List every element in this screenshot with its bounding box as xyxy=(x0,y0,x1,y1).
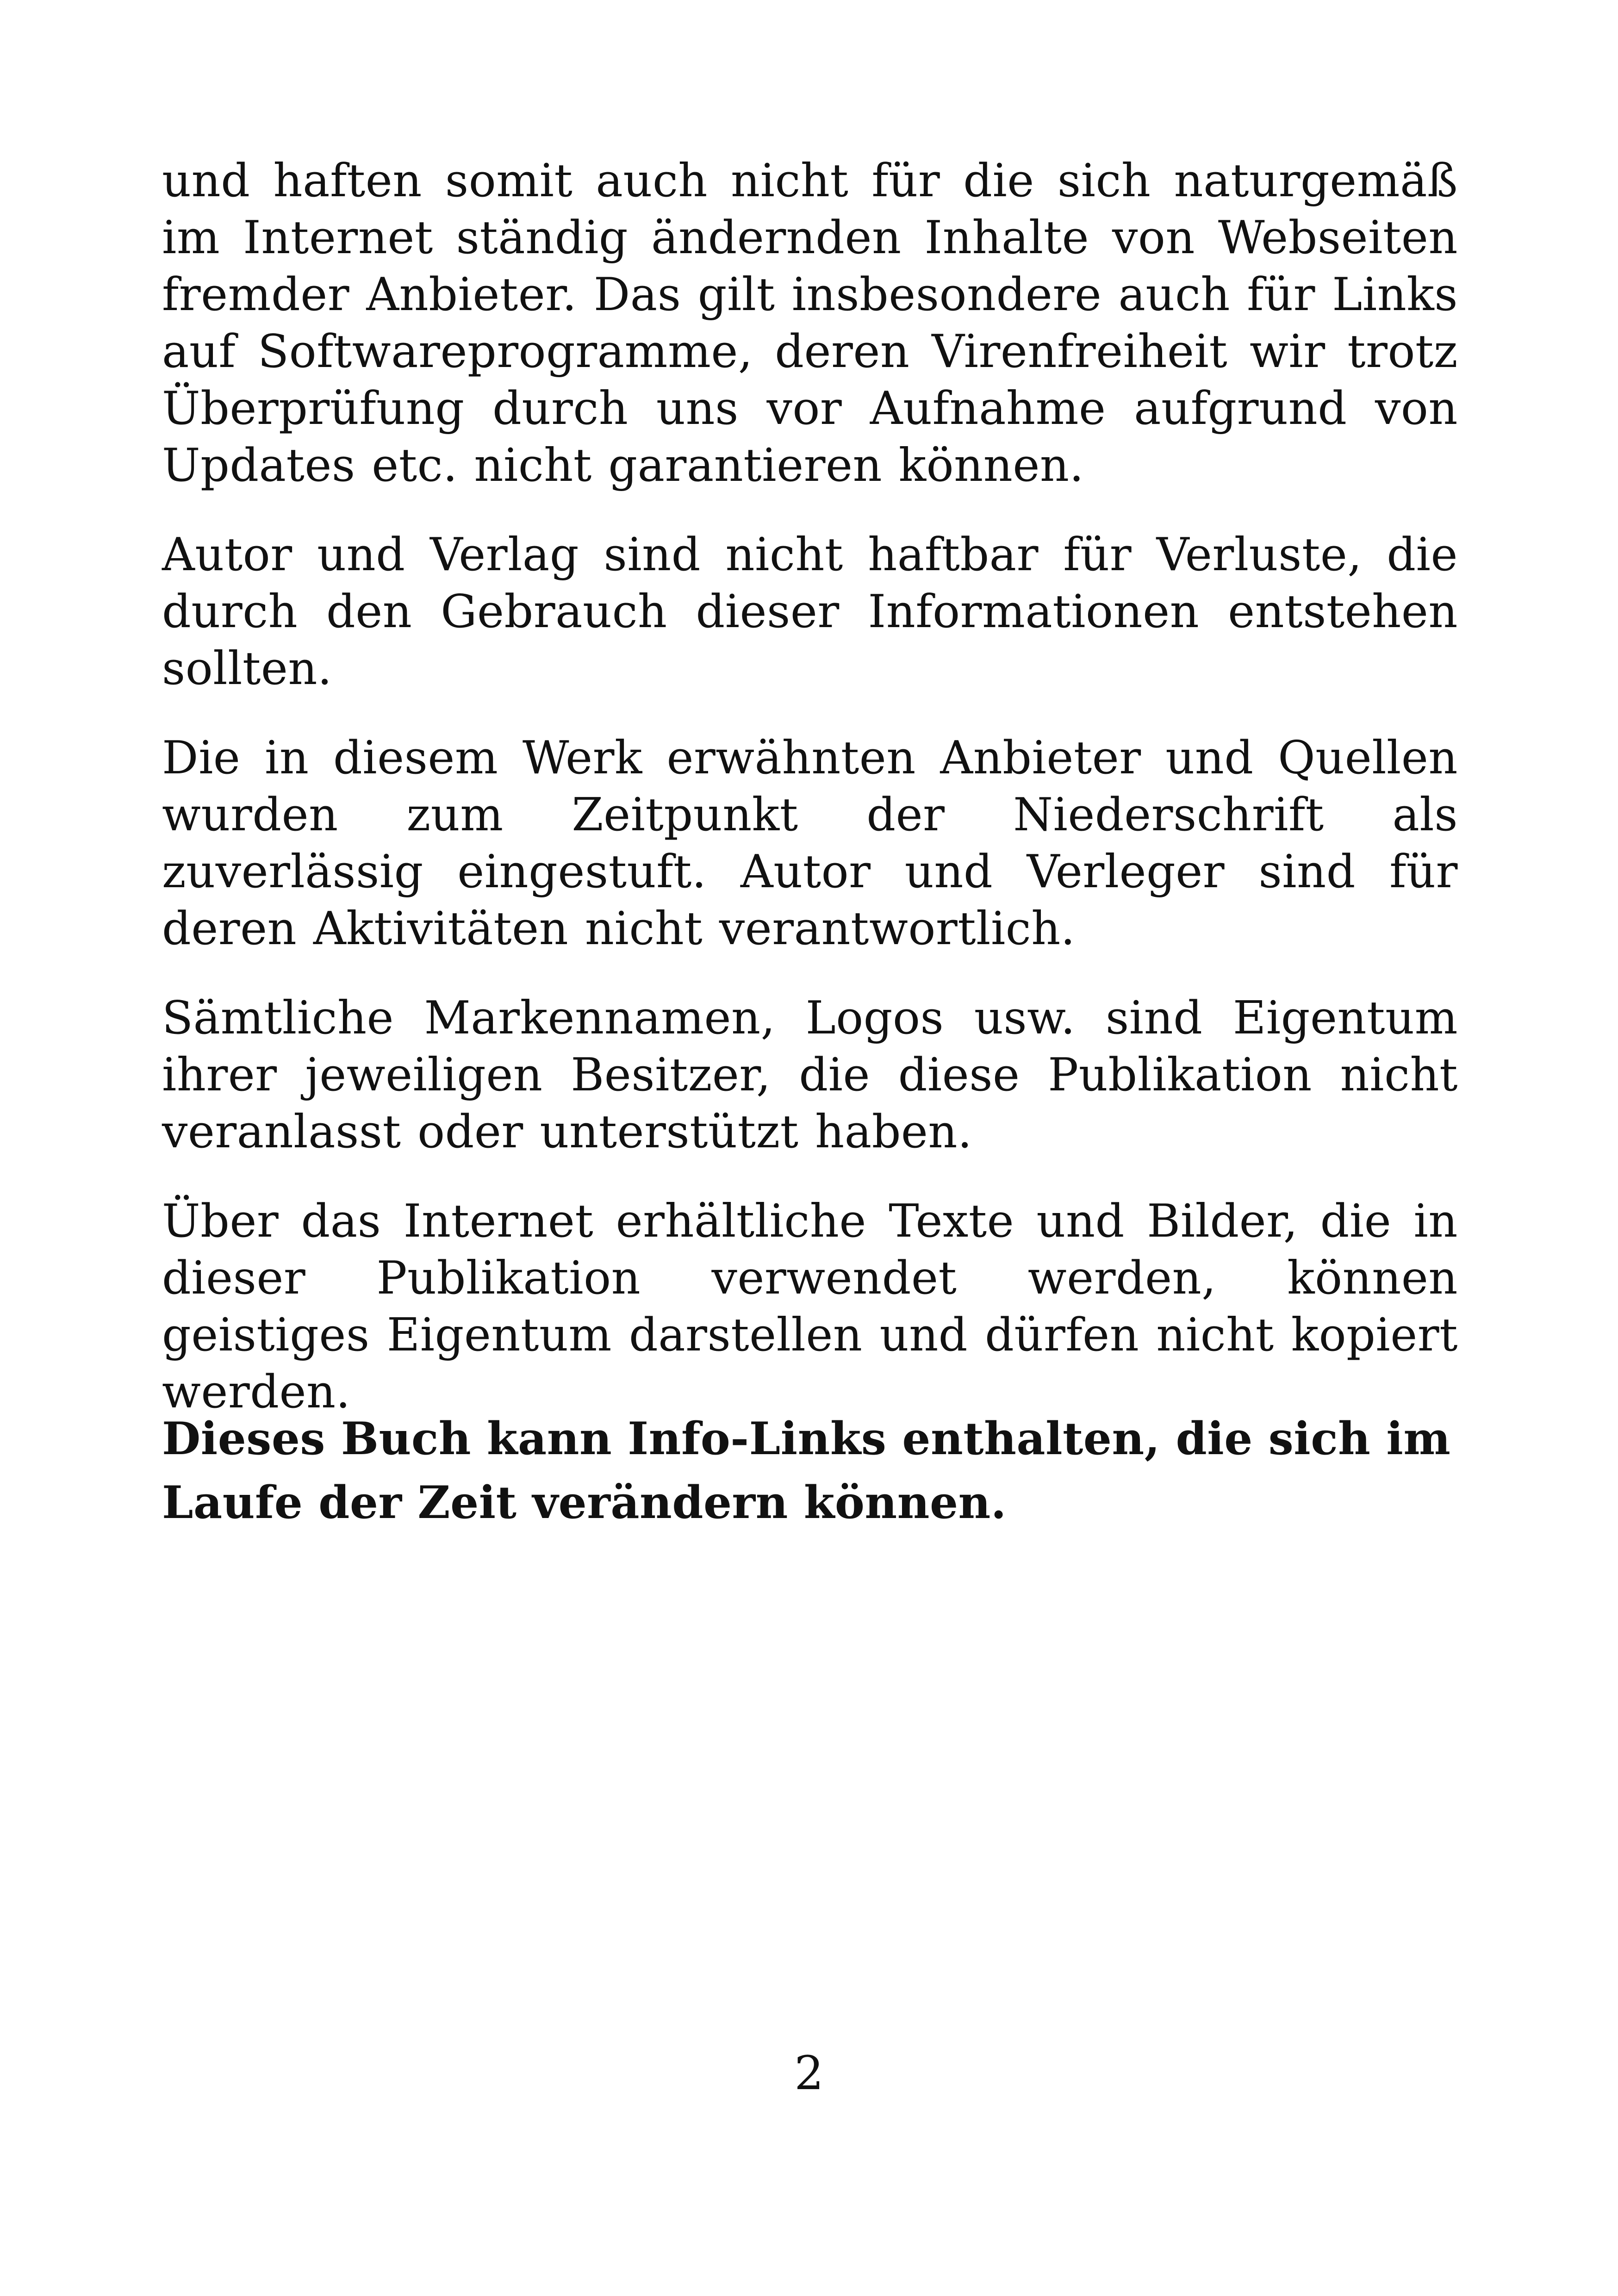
paragraph-liability-losses: Autor und Verlag sind nicht haftbar für Verluste, die durch den Gebrauch dieser Informationen entstehen sollten. xyxy=(162,529,1458,695)
paragraph-trademarks: Sämtliche Markennamen, Logos usw. sind Eigentum ihrer jeweiligen Besitzer, die diese Publikation nicht veranlasst oder unterstützt haben. xyxy=(162,992,1458,1158)
info-links-notice: Dieses Buch kann Info-Links enthalten, die sich im Laufe der Zeit verändern können. xyxy=(162,1412,1451,1529)
paragraph-copyright: Über das Internet erhältliche Texte und Bilder, die in dieser Publikation verwendet werden, können geistiges Eigentum darstellen und dürfen nicht kopiert werden. xyxy=(162,1195,1458,1419)
page-number: 2 xyxy=(794,2046,824,2100)
body-text xyxy=(162,153,1458,1453)
paragraph-providers-sources: Die in diesem Werk erwähnten Anbieter und Quellen wurden zum Zeitpunkt der Niederschrift als zuverlässig eingestuft. Autor und Verleger sind für deren Aktivitäten nicht verantwortlich. xyxy=(162,732,1458,955)
paragraph-liability-links: und haften somit auch nicht für die sich naturgemäß im Internet ständig ändernden Inhalte von Webseiten fremder Anbieter. Das gilt insbesondere auch für Links auf Softwareprogramme, deren Virenfreiheit wir trotz Überprüfung durch uns vor Aufnahme aufgrund von Updates etc. nicht garantieren können. xyxy=(162,155,1458,492)
